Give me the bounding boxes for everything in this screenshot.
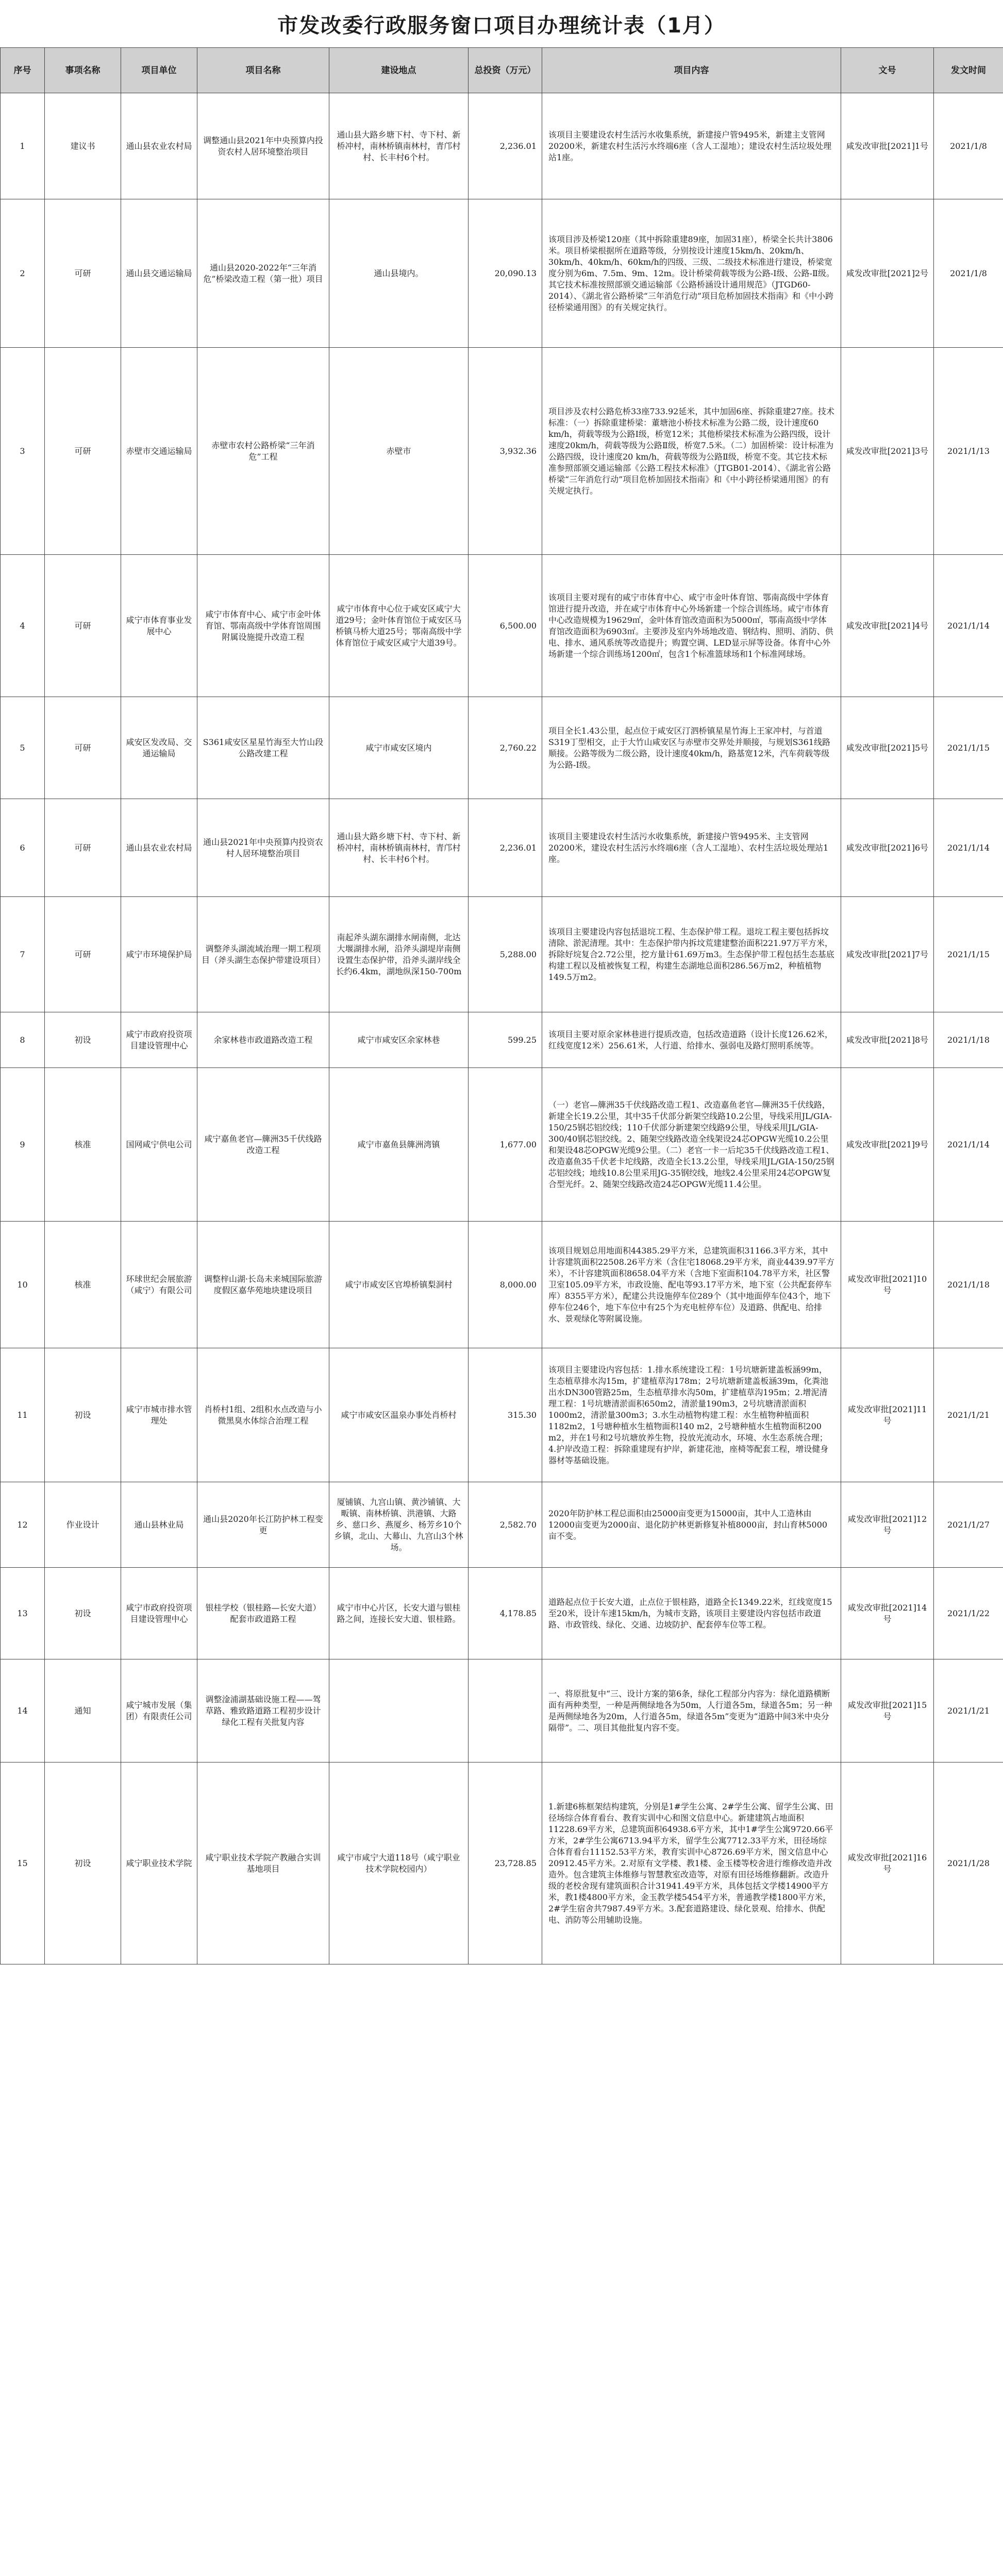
- seq-cell: 15: [1, 1762, 45, 1964]
- table-row: [1, 1762, 1003, 1964]
- date-cell: 2021/1/21: [934, 1659, 1003, 1762]
- project-name-cell: 赤壁市农村公路桥梁“三年消危”工程: [197, 348, 329, 555]
- type-cell: 作业设计: [45, 1482, 121, 1568]
- location-cell: 咸宁市咸宁大道118号（咸宁职业技术学院校园内）: [329, 1762, 469, 1964]
- doc-number-cell: 咸发改审批[2021]11号: [841, 1348, 934, 1482]
- content-cell: 该项目主要建设农村生活污水收集系统，新建接户管9495米、主支管网20200米，建设农村生活污水终端6座（含人工湿地）、农村生活垃圾处理站1座。: [542, 799, 841, 897]
- unit-cell: 赤壁市交通运输局: [121, 348, 197, 555]
- header-row: [1, 48, 1003, 93]
- project-name-cell: 咸宁嘉鱼老官—簰洲35千伏线路改造工程: [197, 1068, 329, 1222]
- investment-cell: 2,582.70: [469, 1482, 542, 1568]
- unit-cell: 咸宁市环境保护局: [121, 897, 197, 1012]
- seq-cell: 1: [1, 93, 45, 199]
- table-row: [1, 697, 1003, 799]
- header-doc: 文号: [841, 48, 934, 93]
- project-name-cell: 咸宁职业技术学院产教融合实训基地项目: [197, 1762, 329, 1964]
- date-cell: 2021/1/14: [934, 799, 1003, 897]
- table-row: [1, 1068, 1003, 1222]
- seq-cell: 3: [1, 348, 45, 555]
- header-unit: 项目单位: [121, 48, 197, 93]
- project-name-cell: 余家林巷市政道路改造工程: [197, 1012, 329, 1068]
- content-cell: 项目涉及农村公路危桥33座733.92延米，其中加固6座、拆除重建27座。技术标准：（一）拆除重建桥梁：董塘池小桥技术标准为公路二级，设计速度60 km/h，荷载等级为公路Ⅰ级，桥宽12米；其他桥梁技术标准为公路四级，设计速度20km/h，荷载等级为公路Ⅱ级，桥宽7.5米。（二）加固桥梁：设计标准为公路四级，设计速度20 km/h，荷载等级为公路Ⅱ级，桥宽不变。其它技术标准参照部颁交通运输部《公路工程技术标准》（JTGB01-2014）、《湖北省公路桥梁“三年消危行动”项目危桥加固技术指南》和《中小跨径桥梁通用图》的有关规定执行。: [542, 348, 841, 555]
- investment-cell: 20,090.13: [469, 199, 542, 348]
- type-cell: 初设: [45, 1568, 121, 1659]
- content-cell: 项目全长1.43公里，起点位于咸安区汀泗桥镇星星竹海上王家冲村，与首道S319丁型相交，止于大竹山咸安区与赤壁市交界处并顺接，与规划S361线路顺接。公路等级为二级公路，设计速度40km/h，路基宽12米，汽车荷载等级为公路-Ⅰ级。: [542, 697, 841, 799]
- content-cell: 2020年防护林工程总面积由25000亩变更为15000亩，其中人工造林由12000亩变更为2000亩、退化防护林更新修复补植8000亩，封山育林5000亩不变。: [542, 1482, 841, 1568]
- location-cell: 通山县境内。: [329, 199, 469, 348]
- investment-cell: 8,000.00: [469, 1222, 542, 1348]
- investment-cell: 2,760.22: [469, 697, 542, 799]
- investment-cell: 6,500.00: [469, 555, 542, 697]
- doc-number-cell: 咸发改审批[2021]8号: [841, 1012, 934, 1068]
- location-cell: 咸宁市体育中心位于咸安区咸宁大道29号；金叶体育馆位于咸安区马桥镇马桥大道25号；鄂南高级中学体育馆位于咸安区咸宁大道39号。: [329, 555, 469, 697]
- doc-number-cell: 咸发改审批[2021]14号: [841, 1568, 934, 1659]
- content-cell: 该项目规划总用地面积44385.29平方米，总建筑面积31166.3平方米，其中计容建筑面积22508.26平方米（含住宅18068.29平方米，商业4439.97平方米），不计容建筑面积8658.04平方米（含地下室面积104.78平方米，社区警卫室105.09平方米，市政设施、配电等93.17平方米，地下室（公共配套停车库）8355平方米），配建公共设施停车位289个（其中地面停车位43个，地下停车位246个，地下车位中有25个为充电桩停车位）及道路、供配电、给排水、景观绿化等附属设施。: [542, 1222, 841, 1348]
- table-row: [1, 1568, 1003, 1659]
- unit-cell: 国网咸宁供电公司: [121, 1068, 197, 1222]
- type-cell: 可研: [45, 555, 121, 697]
- unit-cell: 咸宁市政府投资项目建设管理中心: [121, 1012, 197, 1068]
- date-cell: 2021/1/13: [934, 348, 1003, 555]
- investment-cell: 23,728.85: [469, 1762, 542, 1964]
- location-cell: 咸宁市咸安区境内: [329, 697, 469, 799]
- doc-number-cell: 咸发改审批[2021]9号: [841, 1068, 934, 1222]
- table-row: [1, 1348, 1003, 1482]
- location-cell: 咸宁市咸安区余家林巷: [329, 1012, 469, 1068]
- investment-cell: 315.30: [469, 1348, 542, 1482]
- header-date: 发文时间: [934, 48, 1003, 93]
- header-investment: 总投资（万元）: [469, 48, 542, 93]
- location-cell: 通山县大路乡塘下村、寺下村、新桥冲村，南林桥镇南林村，青邝村村、长丰村6个村。: [329, 799, 469, 897]
- investment-cell: 1,677.00: [469, 1068, 542, 1222]
- table-row: [1, 1482, 1003, 1568]
- type-cell: 可研: [45, 199, 121, 348]
- doc-number-cell: 咸发改审批[2021]1号: [841, 93, 934, 199]
- seq-cell: 6: [1, 799, 45, 897]
- seq-cell: 2: [1, 199, 45, 348]
- seq-cell: 5: [1, 697, 45, 799]
- project-name-cell: 调整斧头湖流域治理一期工程项目（斧头湖生态保护带建设项目）: [197, 897, 329, 1012]
- unit-cell: 咸宁市城市排水管理处: [121, 1348, 197, 1482]
- content-cell: 该项目主要建设农村生活污水收集系统，新建接户管9495米，新建主支管网20200米，新建农村生活污水终端6座（含人工湿地）；建设农村生活垃圾处理站1座。: [542, 93, 841, 199]
- header-seq: 序号: [1, 48, 45, 93]
- unit-cell: 咸宁市体育事业发展中心: [121, 555, 197, 697]
- seq-cell: 14: [1, 1659, 45, 1762]
- doc-number-cell: 咸发改审批[2021]5号: [841, 697, 934, 799]
- date-cell: 2021/1/15: [934, 897, 1003, 1012]
- doc-number-cell: 咸发改审批[2021]12号: [841, 1482, 934, 1568]
- content-cell: 1.新建6栋框架结构建筑，分别是1#学生公寓、2#学生公寓、留学生公寓、田径场综合体育看台、教育实训中心和图文信息中心。新建建筑占地面积11228.69平方米，总建筑面积64938.6平方米，其中1#学生公寓9720.66平方米，2#学生公寓6713.94平方米，留学生公寓7712.33平方米，田径场综合体育看台11152.53平方米，教育实训中心8726.69平方米，图文信息中心20912.45平方米。2.对原有文学楼、教1楼、金玉楼等校舍进行维修改造并改造外。包含建筑主体维修与智慧教室改造等，对原有田径场维修翻新。改造升级的老校舍现有建筑面积合计31941.49平方米，具体包括文学楼14900平方米，教1楼4800平方米，金玉教学楼5454平方米，普通教学楼1800平方米，2#学生宿舍共7987.49平方米。3.配套道路建设、绿化景观、给排水、供配电、消防等公用辅助设施。: [542, 1762, 841, 1964]
- type-cell: 可研: [45, 697, 121, 799]
- table-row: [1, 348, 1003, 555]
- doc-number-cell: 咸发改审批[2021]7号: [841, 897, 934, 1012]
- header-type: 事项名称: [45, 48, 121, 93]
- unit-cell: 通山县农业农村局: [121, 93, 197, 199]
- date-cell: 2021/1/18: [934, 1222, 1003, 1348]
- seq-cell: 13: [1, 1568, 45, 1659]
- page-title: 市发改委行政服务窗口项目办理统计表（1月）: [277, 13, 726, 38]
- type-cell: 核准: [45, 1222, 121, 1348]
- type-cell: 建议书: [45, 93, 121, 199]
- date-cell: 2021/1/27: [934, 1482, 1003, 1568]
- content-cell: 该项目主要建设内容包括退垸工程、生态保护带工程。退垸工程主要包括拆坟清除、淤泥清理。其中：生态保护带内拆坟荒建建整治面积221.97万平方米，拆除好垸复合2.72公里，挖方量计61.69万m3。生态保护带工程包括生态基底构建工程以及植被恢复工程，构建生态湖地总面积286.56万m2，种植植物149.5万m2。: [542, 897, 841, 1012]
- doc-number-cell: 咸发改审批[2021]2号: [841, 199, 934, 348]
- location-cell: [329, 1659, 469, 1762]
- date-cell: 2021/1/21: [934, 1348, 1003, 1482]
- content-cell: （一）老官—簰洲35千伏线路改造工程1、改造嘉鱼老官—簰洲35千伏线路，新建全长19.2公里，其中35千伏部分新架空线路10.2公里，导线采用JL/GIA-150/25钢芯铝绞线；110千伏部分新建架空线路9公里，导线采用JL/GIA-300/40钢芯铝绞线。2、随架空线路改造全线架设24芯OPGW光缆10.2公里和架设48芯OPGW光缆9公里。（二）老官一卡一后坨35千伏线路改造工程1、改造嘉鱼35千伏老卡坨线路，改造全长13.2公里，导线采用JL/GIA-150/25钢芯铝绞线；地线10.8公里采用JG-35钢绞线，地线2.4公里采用24芯OPGW复合型光纤。2、随架空线路改造24芯OPGW光缆11.4公里。: [542, 1068, 841, 1222]
- content-cell: 道路起点位于长安大道，止点位于银桂路，道路全长1349.22米，红线宽度15至20米，设计车速15km/h，为城市支路，该项目主要建设内容包括市政道路、市政管线、绿化、交通、边坡防护、配套停车位等工程。: [542, 1568, 841, 1659]
- seq-cell: 4: [1, 555, 45, 697]
- doc-number-cell: 咸发改审批[2021]16号: [841, 1762, 934, 1964]
- content-cell: 一、将原批复中“三、设计方案的第6条，绿化工程部分内容为：绿化道路横断面有两种类型，一种是两侧绿地各为50m，人行道各5m，绿道各5m；另一种是两侧绿地各为20m，人行道各5m，绿道各5m”变更为“道路中间3米中央分隔带”。二、项目其他批复内容不变。: [542, 1659, 841, 1762]
- investment-cell: 3,932.36: [469, 348, 542, 555]
- project-name-cell: 银桂学校（银桂路—长安大道）配套市政道路工程: [197, 1568, 329, 1659]
- type-cell: 初设: [45, 1012, 121, 1068]
- location-cell: 厦铺镇、九宫山镇、黄沙铺镇、大畈镇、南林桥镇、洪港镇、大路乡、慈口乡、燕厦乡、杨芳乡10个乡镇，北山、大幕山、九宫山3个林场。: [329, 1482, 469, 1568]
- investment-cell: 2,236.01: [469, 799, 542, 897]
- location-cell: 通山县大路乡塘下村、寺下村、新桥冲村，南林桥镇南林村，青邝村村、长丰村6个村。: [329, 93, 469, 199]
- type-cell: 可研: [45, 897, 121, 1012]
- content-cell: 该项目主要对原余家林巷进行提质改造，包括改造道路（设计长度126.62米，红线宽度12米）256.61米，人行道、给排水、强弱电及路灯照明系统等。: [542, 1012, 841, 1068]
- doc-number-cell: 咸发改审批[2021]6号: [841, 799, 934, 897]
- date-cell: 2021/1/18: [934, 1012, 1003, 1068]
- unit-cell: 咸宁市政府投资项目建设管理中心: [121, 1568, 197, 1659]
- type-cell: 通知: [45, 1659, 121, 1762]
- table-row: [1, 897, 1003, 1012]
- doc-number-cell: 咸发改审批[2021]3号: [841, 348, 934, 555]
- seq-cell: 10: [1, 1222, 45, 1348]
- unit-cell: 通山县农业农村局: [121, 799, 197, 897]
- date-cell: 2021/1/15: [934, 697, 1003, 799]
- header-location: 建设地点: [329, 48, 469, 93]
- location-cell: 南起斧头湖东湖排水闸南侧，北达大堰湖排水闸，沿斧头湖堤岸南侧设置生态保护带，沿斧头湖岸线全长约6.4km，湖地纵深150-700m: [329, 897, 469, 1012]
- location-cell: 咸宁市中心片区，长安大道与银桂路之间，连接长安大道、银桂路。: [329, 1568, 469, 1659]
- date-cell: 2021/1/14: [934, 1068, 1003, 1222]
- location-cell: 咸宁市嘉鱼县簰洲湾镇: [329, 1068, 469, 1222]
- table-row: [1, 799, 1003, 897]
- table-row: [1, 1222, 1003, 1348]
- date-cell: 2021/1/22: [934, 1568, 1003, 1659]
- date-cell: 2021/1/28: [934, 1762, 1003, 1964]
- table-row: [1, 1012, 1003, 1068]
- project-name-cell: 通山县2020-2022年“三年消危”桥梁改造工程（第一批）项目: [197, 199, 329, 348]
- table-row: [1, 93, 1003, 199]
- doc-number-cell: 咸发改审批[2021]4号: [841, 555, 934, 697]
- project-name-cell: 通山县2021年中央预算内投资农村人居环境整治项目: [197, 799, 329, 897]
- investment-cell: [469, 1659, 542, 1762]
- project-name-cell: 肖桥村1组、2组积水点改造与小微黑臭水体综合治理工程: [197, 1348, 329, 1482]
- date-cell: 2021/1/14: [934, 555, 1003, 697]
- content-cell: 该项目主要建设内容包括：1.排水系统建设工程：1号坑塘新建盖板涵99m，生态植草排水沟15m，扩建植草沟178m；2号坑塘新建盖板涵39m，化粪池出水DN300管路25m，生态植草排水沟50m，扩建植草沟195m；2.增泥清理工程：1号坑塘清淤面积650m2，清淤量190m3，2号坑塘清淤面积1000m2，清淤量300m3；3.水生动植物构建工程：水生植物种植面积1182m2，1号塘种植水生植物面积140 m2，2号塘种植水生植物面积200 m2，并在1号和2号坑塘放养生物，投放光流动水，环境、水生态系统合理；4.护岸改造工程：拆除重建现有护岸，新建花池，座椅等配套工程，增设健身器材等基础设施。: [542, 1348, 841, 1482]
- unit-cell: 咸宁职业技术学院: [121, 1762, 197, 1964]
- date-cell: 2021/1/8: [934, 199, 1003, 348]
- date-cell: 2021/1/8: [934, 93, 1003, 199]
- seq-cell: 9: [1, 1068, 45, 1222]
- project-name-cell: 调整通山县2021年中央预算内投资农村人居环境整治项目: [197, 93, 329, 199]
- doc-number-cell: 咸发改审批[2021]15号: [841, 1659, 934, 1762]
- unit-cell: 环球世纪会展旅游（咸宁）有限公司: [121, 1222, 197, 1348]
- type-cell: 初设: [45, 1762, 121, 1964]
- investment-cell: 2,236.01: [469, 93, 542, 199]
- unit-cell: 通山县林业局: [121, 1482, 197, 1568]
- header-name: 项目名称: [197, 48, 329, 93]
- investment-cell: 4,178.85: [469, 1568, 542, 1659]
- seq-cell: 11: [1, 1348, 45, 1482]
- location-cell: 咸宁市咸安区官埠桥镇梨洞村: [329, 1222, 469, 1348]
- investment-cell: 5,288.00: [469, 897, 542, 1012]
- type-cell: 初设: [45, 1348, 121, 1482]
- content-cell: 该项目涉及桥梁120座（其中拆除重建89座，加固31座），桥梁全长共计3806米。项目桥梁根据所在道路等级，分别按设计速度15km/h、20km/h、30km/h、40km/h、60km/h的四级、三级、二级技术标准进行建设，桥梁宽度分别为6m、7.5m、9m、12m。设计桥梁荷载等级为公路-Ⅰ级、公路-Ⅱ级。其它技术标准按照部颁交通运输部《公路桥涵设计通用规范》（JTGD60-2014）、《湖北省公路桥梁“三年消危行动”项目危桥加固技术指南》和《中小跨径桥梁通用图》的有关规定执行。: [542, 199, 841, 348]
- project-stats-table: [0, 47, 1003, 1964]
- project-name-cell: S361咸安区星星竹海至大竹山段公路改建工程: [197, 697, 329, 799]
- location-cell: 赤壁市: [329, 348, 469, 555]
- project-name-cell: 咸宁市体育中心、咸宁市金叶体育馆、鄂南高级中学体育馆周围附属设施提升改造工程: [197, 555, 329, 697]
- table-row: [1, 199, 1003, 348]
- location-cell: 咸宁市咸安区温泉办事处肖桥村: [329, 1348, 469, 1482]
- investment-cell: 599.25: [469, 1012, 542, 1068]
- content-cell: 该项目主要对现有的咸宁市体育中心、咸宁市金叶体育馆、鄂南高级中学体育馆进行提升改造，并在咸宁市体育中心外场新建一个综合训练场。咸宁市体育中心改造规模为19629㎡，金叶体育馆改造面积为5000㎡，鄂南高级中学体育馆改造面积为6903㎡。主要涉及室内外场地改造、钢结构、照明、消防、供电、排水、通风系统等改造提升；购置空调、LED显示屏等设备。体育中心外场新建一个综合训练场1200㎡，包含1个标准篮球场和1个标准网球场。: [542, 555, 841, 697]
- type-cell: 可研: [45, 348, 121, 555]
- seq-cell: 12: [1, 1482, 45, 1568]
- seq-cell: 7: [1, 897, 45, 1012]
- table-row: [1, 555, 1003, 697]
- doc-number-cell: 咸发改审批[2021]10号: [841, 1222, 934, 1348]
- unit-cell: 咸宁城市发展（集团）有限责任公司: [121, 1659, 197, 1762]
- project-name-cell: 通山县2020年长江防护林工程变更: [197, 1482, 329, 1568]
- header-content: 项目内容: [542, 48, 841, 93]
- table-row: [1, 1659, 1003, 1762]
- unit-cell: 通山县交通运输局: [121, 199, 197, 348]
- type-cell: 可研: [45, 799, 121, 897]
- project-name-cell: 调整淦浦湖基础设施工程——驾草路、雅致路道路工程初步设计绿化工程有关批复内容: [197, 1659, 329, 1762]
- type-cell: 核准: [45, 1068, 121, 1222]
- unit-cell: 咸安区发改局、交通运输局: [121, 697, 197, 799]
- project-name-cell: 调整梓山湖·长岛未来城国际旅游度假区嘉华苑地块建设项目: [197, 1222, 329, 1348]
- seq-cell: 8: [1, 1012, 45, 1068]
